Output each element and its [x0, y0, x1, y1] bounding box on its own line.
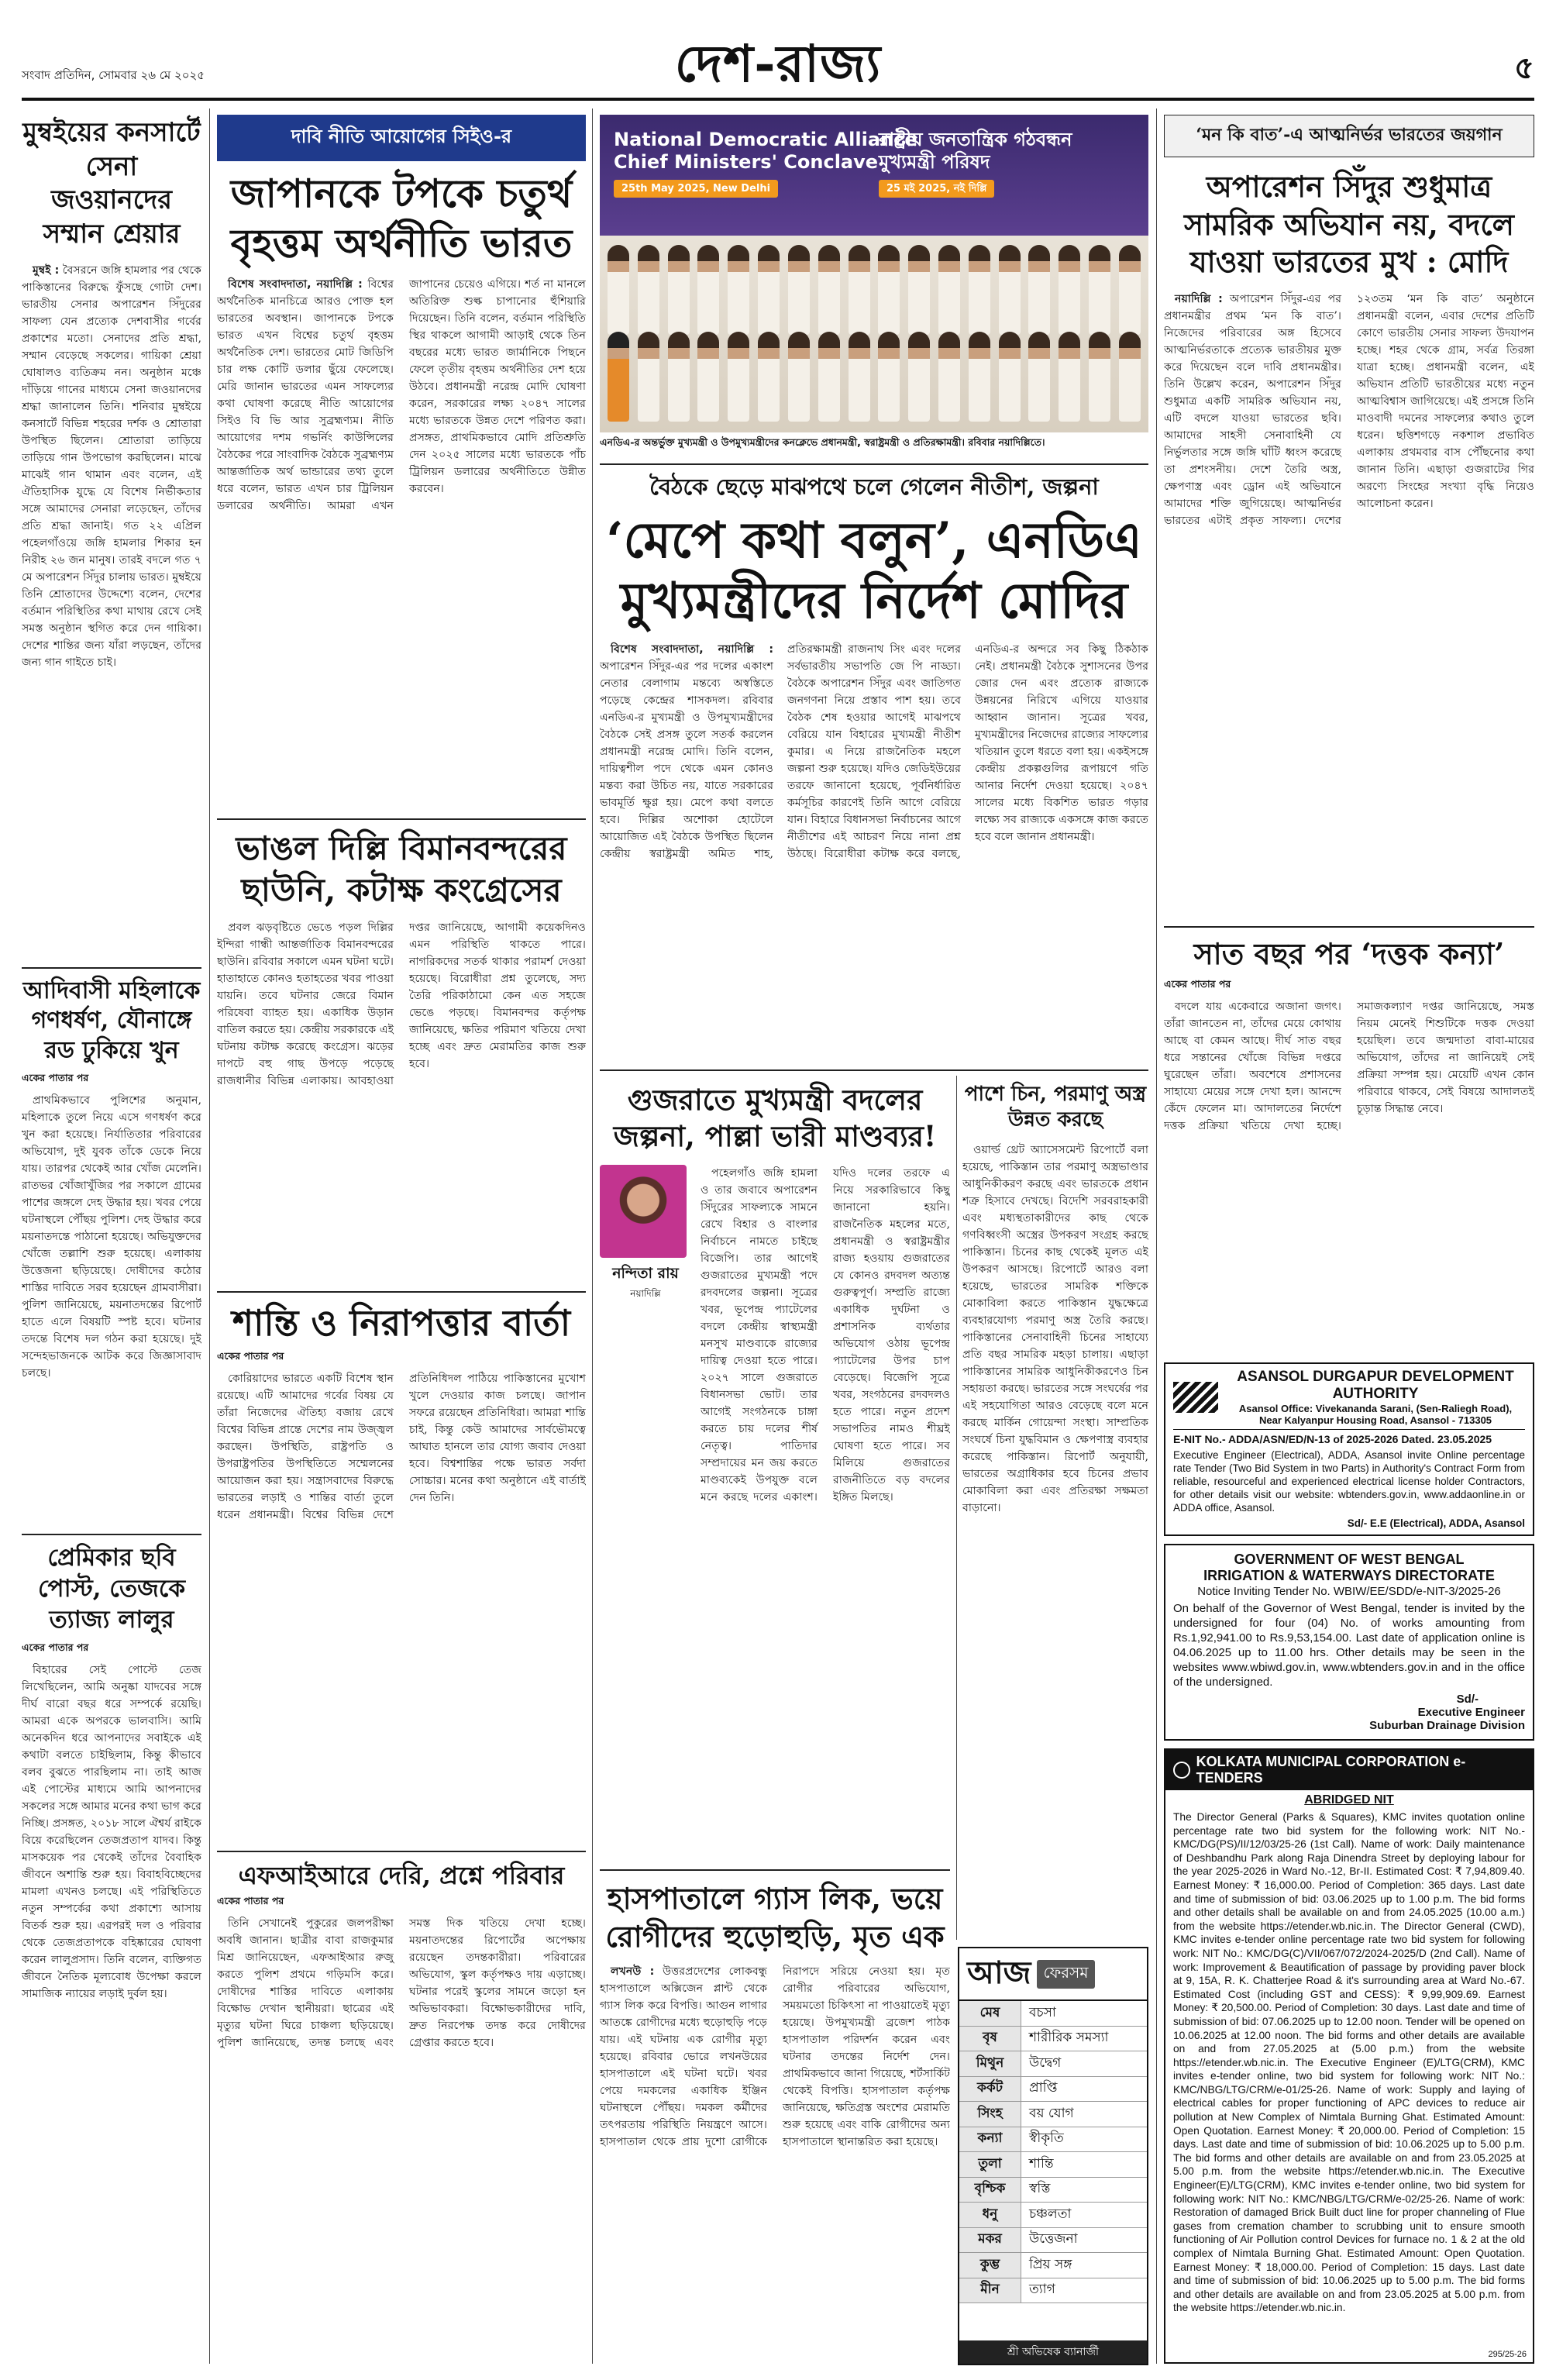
horoscope-value: চঞ্চলতা [1029, 2206, 1072, 2222]
headline-fir-delay: এফআইআরে দেরি, প্রশ্নে পরিবার [238, 1861, 565, 1891]
adda-body: Executive Engineer (Electrical), ADDA, Asansol invite Online percentage rate Tender (Two Bid System in two Parts) in Authority's Contract Form from reliable, resourceful and experienced electrical license holder Contractors, for other details visit our website: wbtenders.gov.in, www.addaonline.in or ADDA office, Asansol. [1173, 1448, 1525, 1514]
irrigation-body: On behalf of the Governor of West Bengal, tender is invited by the undersigned for four (04) No. of works amounting from Rs.1,92,941.00 to Rs.9,53,154.00. Last date of application online is 04.06.2025 up to 11.00 hrs. Other details may be seen in the websites www.wbiwd.gov.in, www.wbtenders.gov.in and in the office of the undersigned. [1173, 1602, 1525, 1689]
headline-modi-ndacm: ‘মেপে কথা বলুন’, এনডিএ মুখ্যমন্ত্রীদের নির্দেশ মোদির [606, 511, 1142, 631]
article-tej-body: বিহারের সেই পোস্টে তেজ লিখেছিলেন, আমি অনুষ্কা যাদবের সঙ্গে দীর্ঘ বারো বছর ধরে সম্পর্কে রয়েছি। আমরা একে অপরকে ভালবাসি। আমি অনেকদিন ধরে আপনাদের সবাইকে এই কথাটা বলতে চাইছিলাম, কিন্তু কীভাবে বলব বুঝতে পারছিলাম না। তাই আজ এই পোস্টের মাধ্যমে আমি আপনাদের সকলের সঙ্গে আমার মনের কথা ভাগ করে নিচ্ছি। প্রসঙ্গত, ২০১৮ সালে ঐশ্বর্য রাইকে বিয়ে করেছিলেন তেজপ্রতাপ যাদব। কিন্তু মাসকয়েক পর থেকেই তাঁদের বৈবাহিক জীবনে অশান্তি শুরু হয়। বিবাহবিচ্ছেদের মামলা এখনও চলছে। এই পরিস্থিতিতে নতুন সম্পর্কের কথা প্রকাশ্যে আসায় বিতর্ক শুরু হয়। এরপরই দল ও পরিবার থেকে তেজপ্রতাপকে বহিষ্কারের ঘোষণা করেন লালুপ্রসাদ। তিনি বলেন, ব্যক্তিগত জীবনে নৈতিক মূল্যবোধ উপেক্ষা করলে সামাজিক ন্যায়ের লড়াই দুর্বল হয়। [22, 1664, 201, 2001]
ad-irrigation: GOVERNMENT OF WEST BENGAL IRRIGATION & WATERWAYS DIRECTORATE Notice Inviting Tender No. WBIW/EE/SDD/e-NIT-3/2025-26 On behalf of the Governor of West Bengal, tender is invited by the undersigned for four (04) No. of works amounting from Rs.1,92,941.00 to Rs.9,53,154.00. Last date of application online is 04.06.2025 up to 11.00 hrs. Other details may be seen in the websites www.wbiwd.gov.in, www.wbtenders.gov.in and in the office of the undersigned. Sd/- Executive Engineer Suburban Drainage Division [1164, 1544, 1534, 1741]
author-name: নন্দিতা রায় [612, 1264, 679, 1282]
dateline: মুম্বই : [33, 264, 60, 277]
horoscope-row [959, 2102, 1147, 2127]
section-rule [600, 1069, 1148, 1071]
article-shreya-body: মুম্বই : বৈসরনে জঙ্গি হামলার পর থেকে পাকিস্তানের বিরুদ্ধে ফুঁসছে গোটা দেশ। ভারতীয় সেনার অপারেশন সিঁদুরের সাফল্য যেন প্রত্যেক দেশবাসীর গর্বের প্রকাশের মতো। সেনাদের প্রতি শ্রদ্ধা, সম্মান বেড়েছে সকলের। গায়িকা শ্রেয়া ঘোষালও ব্যতিক্রম নন। অনুষ্ঠান মঞ্চে দাঁড়িয়ে গানের মাধ্যমে সেনা জওয়ানদের শ্রদ্ধা জানালেন তিনি। শনিবার মুম্বইয়ে কনসার্টে বিভিন্ন শহরের দর্শক ও শ্রোতারা উপস্থিত ছিলেন। শ্রোতারা তাড়িয়ে তাড়িয়ে গান উপভোগ করছিলেন। মাঝে মাঝেই গান থামান এবং বলেন, এই ঐতিহাসিক যুদ্ধে যে বিশেষ নির্ভীকতার সঙ্গে আমাদের সেনারা লড়েছেন, তাঁদের প্রতি শ্রদ্ধা জানাই। গত ২২ এপ্রিল পহেলগাঁওয়ে জঙ্গি হামলার শিকার হন নিরীহ ২৬ জন মানুষ। তারই বদলে গত ৭ মে অপারেশন সিঁদুর চালায় ভারত। মুম্বইয়ে তিনি শ্রোতাদের উদ্দেশ্যে বলেন, দেশের বর্তমান পরিস্থিতির কথা মাথায় রেখে সেই সমস্ত অনুষ্ঠান স্থগিত করে দেন গায়িকা। দেশের শান্তির জন্য যাঁরা লড়ছেন, তাঁদের জন্য গান গাইতে চাই। [22, 264, 201, 670]
continued-label: একের পাতার পর [217, 1895, 284, 1907]
section-title: দেশ-রাজ্য [674, 33, 882, 94]
column-divider [209, 108, 210, 2364]
kmc-logo-icon [1173, 1762, 1190, 1779]
adda-org: ASANSOL DURGAPUR DEVELOPMENT AUTHORITY [1237, 1369, 1514, 1402]
headline-shreya: মুম্বইয়ের কনসার্টে সেনা জওয়ানদের সম্মান শ্রেয়ার [22, 117, 201, 250]
horoscope-sign: ধনু [959, 2203, 1021, 2227]
horoscope-sign: কর্কট [959, 2077, 1021, 2102]
headline-economy: জাপানকে টপকে চতুর্থ বৃহত্তম অর্থনীতি ভারত [230, 170, 573, 266]
horoscope-value: স্বস্তি [1029, 2181, 1051, 2197]
section-rule [22, 967, 201, 969]
adda-sign: Sd/- E.E (Electrical), ADDA, Asansol [1347, 1517, 1525, 1529]
headline-delhi-airport: ভাঙল দিল্লি বিমানবন্দরের ছাউনি, কটাক্ষ কংগ্রেসের [236, 829, 567, 909]
horoscope-row [959, 2027, 1147, 2052]
section-rule [217, 1851, 586, 1852]
horoscope-sign: বৃষ [959, 2027, 1021, 2051]
horoscope-row [959, 2077, 1147, 2103]
horoscope-credit: শ্রী অভিষেক ব্যানার্জী [959, 2340, 1147, 2364]
ad-adda: ASANSOL DURGAPUR DEVELOPMENT AUTHORITY Asansol Office: Vivekananda Sarani, (Sen-Raliegh Road), Near Kalyanpur Housing Road, Asansol - 713305 E-NIT No.- ADDA/ASN/ED/N-13 of 2025-2026 Dated. 23.05.2025 Executive Engineer (Electrical), ADDA, Asansol invite Online percentage rate Tender (Two Bid System in two Parts) in Authority's Contract Form from reliable, resourceful and experienced electrical license holder Contractors, for other details visit our website: wbtenders.gov.in, www.addaonline.in or ADDA office, Asansol. Sd/- E.E (Electrical), ADDA, Asansol [1164, 1362, 1534, 1536]
china-story [962, 1077, 1148, 1937]
headline-gujarat-cm: গুজরাতে মুখ্যমন্ত্রী বদলের জল্পনা, পাল্লা ভারী মাণ্ডব্যর! [613, 1083, 937, 1154]
article-airport-body: প্রবল ঝড়বৃষ্টিতে ভেঙে পড়ল দিল্লির ইন্দিরা গান্ধী আন্তর্জাতিক বিমানবন্দরের ছাউনি। রবিবার সকালে এমন ঘটনা ঘটে। হাতাহাতে কোনও হতাহতের খবর পাওয়া যায়নি। তবে ঘটনার জেরে বিমান পরিষেবা ব্যাহত হয়। একাধিক উড়ান বাতিল করতে হয়। কেন্দ্রীয় সরকারকে এই ঘটনায় কটাক্ষ করেছে কংগ্রেস। ঝড়ের দাপটে বহু গাছ উপড়ে পড়েছে রাজধানীর বিভিন্ন এলাকায়। আবহাওয়া দপ্তর জানিয়েছে, আগামী কয়েকদিনও এমন পরিস্থিতি থাকতে পারে। নাগরিকদের সতর্ক থাকার পরামর্শ দেওয়া হয়েছে। বিরোধীরা প্রশ্ন তুলেছে, সদ্য তৈরি পরিকাঠামো কেন এত সহজে ভেঙে পড়ছে। বিমানবন্দর কর্তৃপক্ষ জানিয়েছে, ক্ষতির পরিমাণ খতিয়ে দেখা হচ্ছে এবং দ্রুত মেরামতির কাজ শুরু হবে। [217, 921, 586, 1087]
horoscope-value: শারীরিক সমস্যা [1029, 2030, 1109, 2046]
horoscope-sign: বৃশ্চিক [959, 2178, 1021, 2203]
horoscope-value: স্বীকৃতি [1029, 2130, 1064, 2147]
gujarat-story [600, 1077, 950, 1868]
horoscope-sign: তুলা [959, 2152, 1021, 2177]
photo-banner-english: National Democratic Alliance Chief Ministers' Conclave 25th May 2025, New Delhi [614, 129, 917, 198]
article-economy-body: বিশেষ সংবাদদাতা, নয়াদিল্লি : বিশ্বের অর্থনৈতিক মানচিত্রে আরও পোক্ত হল ভারতের অবস্থান। জাপানকে টপকে ভারত এখন বিশ্বের চতুর্থ বৃহত্তম অর্থনৈতিক দেশ। ভারতের মোট জিডিপি চার লক্ষ কোটি ডলার ছুঁয়ে ফেলেছে। মেরি জানান ভারতের এমন সাফল্যের কথা ঘোষণা করেছে নীতি আয়োগের সিইও বি ভি আর সুব্রহ্মণ্যম। নীতি আয়োগের দশম গভর্নিং কাউন্সিলের বৈঠকের পরে সাংবাদিক বৈঠকে সুব্রহ্মণ্যম আন্তর্জাতিক অর্থ ভান্ডারের তথ্য তুলে ধরে বলেন, ভারত এখন চার ট্রিলিয়ন ডলারের অর্থনীতি। আমরা এখন জাপানের চেয়েও এগিয়ে। শর্ত না মানলে অতিরিক্ত শুল্ক চাপানোর হুঁশিয়ারি দিয়েছেন। তিনি বলেন, বর্তমান পরিস্থিতি স্থির থাকলে আগামী আড়াই থেকে তিন বছরের মধ্যে ভারত জার্মানিকে পিছনে ফেলে তৃতীয় বৃহত্তম অর্থনীতির দেশ হয়ে উঠবে। প্রধানমন্ত্রী নরেন্দ্র মোদি ঘোষণা করেন, সরকারের লক্ষ্য ২০৪৭ সালের মধ্যে ভারতকে উন্নত দেশে পরিণত করা। প্রসঙ্গত, প্রাথমিকভাবে মোদি প্রতিশ্রুতি দেন ২০২৫ সালের মধ্যে ভারতকে পাঁচ ট্রিলিয়ন ডলারের অর্থনীতিতে উন্নীত করবেন। [217, 278, 586, 512]
column-divider [956, 1076, 957, 1940]
horoscope-row [959, 2152, 1147, 2178]
photo-banner-hindi: রাষ্ট্রীয় জনতান্ত্রিক গঠবন্ধন মুখ্যমন্ত্রী পরিষদ 25 মই 2025, নই দিল্লি [879, 129, 1072, 198]
issue-date: সংবাদ প্রতিদিন, সোমবার ২৬ মে ২০২৫ [22, 68, 205, 82]
horoscope-value: বয় যোগ [1029, 2105, 1074, 2121]
headline-operation-sindoor: অপারেশন সিঁদুর শুধুমাত্র সামরিক অভিযান নয়, বদলে যাওয়া ভারতের মুখ : মোদি [1184, 169, 1514, 280]
horoscope-value: শান্তি [1029, 2155, 1054, 2172]
author-photo [600, 1165, 687, 1258]
horoscope-value: প্রাপ্তি [1029, 2080, 1058, 2096]
left-column [22, 108, 201, 2364]
masthead [22, 22, 1534, 93]
horoscope-value: বচসা [1029, 2004, 1056, 2020]
section-rule [600, 1869, 950, 1871]
kmc-code: 295/25-26 [1488, 2350, 1527, 2359]
horoscope-row [959, 2228, 1147, 2254]
section-rule [1164, 926, 1534, 928]
horoscope-sign: মীন [959, 2278, 1021, 2303]
right-column [1164, 115, 1534, 1277]
horoscope-sign: কন্যা [959, 2127, 1021, 2152]
horoscope-row [959, 2253, 1147, 2278]
article-fir-body: তিনি সেখানেই পুকুরের জলপরীক্ষা অবধি জানান। ছাত্রীর বাবা রাজকুমার মিশ্র জানিয়েছেন, এফআইআর রুজু করতে পুলিশ প্রথমে গড়িমসি করে। দোষীদের শাস্তির দাবিতে এলাকায় বিক্ষোভ দেখান স্থানীয়রা। ছাত্রের এই মৃত্যুর ঘটনা ঘিরে চাঞ্চল্য ছড়িয়েছে। পুলিশ জানিয়েছে, তদন্ত চলছে এবং সমস্ত দিক খতিয়ে দেখা হচ্ছে। ময়নাতদন্তের রিপোর্টের অপেক্ষায় রয়েছেন তদন্তকারীরা। পরিবারের অভিযোগ, স্কুল কর্তৃপক্ষও দায় এড়াচ্ছে। ঘটনার পরেই স্কুলের সামনে জড়ো হন অভিভাবকরা। বিক্ষোভকারীদের দাবি, দ্রুত নিরপেক্ষ তদন্ত করে দোষীদের গ্রেপ্তার করতে হবে। [217, 1917, 586, 2050]
section-rule [217, 1291, 586, 1293]
irrigation-nit: Notice Inviting Tender No. WBIW/EE/SDD/e-NIT-3/2025-26 [1197, 1585, 1501, 1599]
horoscope-value: উত্তেজনা [1029, 2231, 1078, 2247]
photo-people-front-row [608, 332, 1141, 425]
masthead-rule [22, 98, 1534, 101]
kmc-body: The Director General (Parks & Squares), KMC invites quotation online percentage rate two bid system for the following work: NIT No.- KMC/DG(PS)/II/12/03/25-26 (1st Call). Name of work: Daily maintenance of Deshbandhu Park along Raja Dinendra Street by deploying labour for the year 2025-2026 in Ward No.-12, Br-II. Estimated Cost: ₹ 7,94,809.40. Earnest Money: ₹ 16,000.00. Period of Completion: 365 days. Last date and time of submission of bid: 03.06.2025 up to 1.00 p.m. The bid forms and other details shall be available on and from 24.05.2025 (10.00 a.m.) from the website https://etender.wb.nic.in. The Director General (CWD), KMC invites e-tender online percentage rate two bid system for following work: NIT No.: KMC/DG(C)/VII/067/072/2024-2025/D (2nd Call). Name of work: Improvement & Beautification of passage by providing paver block at 9, 15A, R. K. Chatterjee Road & it's surrounding area at Ward No.-67. Estimated Cost (including GST and CESS): ₹ 9,99,909.69. Earnest Money: ₹ 20,500.00. Period of Completion: 30 days. Last date and time of submission of bid: 07.06.2025 up to 12.00 noon. Tender will be opened on 10.06.2025 at 12.00 noon. The bid forms and other details are available on and from 27.05.2025 at (5.00 p.m.) from the website https://etender.wb.nic.in. The Executive Engineer (E)/LTG(CRM), KMC invites e-tender online, two bid system for following work: NIT No.: KMC/NBG/LTG/CRM/e-01/25-26. Name of work: Supply and laying of electrical cables for proper functioning of APC devices to reduce air pollution at New Complex of Nimtala Burning Ghat. Estimated Amount: Open Quotation. Earnest Money: ₹ 20,000.00. Period of Completion: 15 days. Last date and time of submission of bid: 10.06.2025 up to 5.00 p.m. The bid forms and other details are available on and from 23.05.2025 at 5.00 p.m. from the website https://etender.wb.nic.in. The Executive Engineer(E)/LTG(CRM), KMC invites e-tender online, two bid system for following work: NIT No.: KMC/NBG/LTG/CRM/e-02/25-26. Name of work: Restoration of damaged Brick Built duct line for proper channeling of Flue gases from cremation chamber to scrubbing unit to ensure smooth functioning of Air Pollution control Devices for furnace no. 1 & 2 at the old complex of Nimtala Burning Ghat. Estimated Amount: Open Quotation. Earnest Money: ₹ 18,000.00. Period of Completion: 15 days. Last date and time of submission of bid: 10.06.2025 up to 5.00 p.m. The bid forms and other details are available on and from 23.05.2025 at 5.00 p.m. from the website https://etender.wb.nic.in. [1173, 1811, 1525, 2314]
lead-story-body: বিশেষ সংবাদদাতা, নয়াদিল্লি : অপারেশন সিঁদুর-এর পর দলের একাংশ নেতার বেলাগাম মন্তব্যে অস্বস্তিতে পড়েছে কেন্দ্রের শাসকদল। রবিবার এনডিএ-র মুখ্যমন্ত্রী ও উপমুখ্যমন্ত্রীদের বৈঠকে সেই প্রসঙ্গ তুলে সতর্ক করলেন প্রধানমন্ত্রী নরেন্দ্র মোদি। তিনি বলেন, দায়িত্বশীল পদে থেকে এমন কোনও মন্তব্য করা উচিত নয়, যাতে সরকারের ভাবমূর্তি ক্ষুণ্ণ হয়। মেপে কথা বলতে হবে। দিল্লির অশোকা হোটেলে আয়োজিত এই বৈঠকে উপস্থিত ছিলেন কেন্দ্রীয় স্বরাষ্ট্রমন্ত্রী অমিত শাহ, প্রতিরক্ষামন্ত্রী রাজনাথ সিং এবং দলের সর্বভারতীয় সভাপতি জে পি নাড্ডা। বৈঠকে অপারেশন সিঁদুর এবং জাতিগত জনগণনা নিয়ে প্রস্তাব পাশ হয়। তবে বৈঠক শেষ হওয়ার আগেই মাঝপথে বেরিয়ে যান বিহারের মুখ্যমন্ত্রী নীতীশ কুমার। এ নিয়ে রাজনৈতিক মহলে জল্পনা শুরু হয়েছে। যদিও জেডিইউয়ের তরফে জানানো হয়েছে, পূর্বনির্ধারিত কর্মসূচির কারণেই তিনি আগে বেরিয়ে যান। বিহারে বিধানসভা নির্বাচনের আগে নীতীশের এই আচরণ নিয়ে নানা প্রশ্ন উঠছে। বিরোধীরা কটাক্ষ করে বলছে, এনডিএ-র অন্দরে সব কিছু ঠিকঠাক নেই। প্রধানমন্ত্রী বৈঠকে সুশাসনের উপর জোর দেন এবং প্রত্যেক রাজ্যকে উন্নয়নের নিরিখে এগিয়ে যাওয়ার আহ্বান জানান। সূত্রের খবর, মুখ্যমন্ত্রীদের নিজেদের রাজ্যের সাফল্যের খতিয়ান তুলে ধরতে বলা হয়। একইসঙ্গে কেন্দ্রীয় প্রকল্পগুলির রূপায়ণে গতি আনার নির্দেশ দেওয়া হয়েছে। ২০৪৭ সালের মধ্যে বিকশিত ভারত গড়ার লক্ষ্যে সব রাজ্যকে একসঙ্গে কাজ করতে হবে বলে জানান প্রধানমন্ত্রী। [600, 643, 1148, 861]
horoscope-row [959, 2203, 1147, 2228]
adda-logo-icon [1173, 1382, 1218, 1413]
ad-kmc [1164, 1748, 1534, 2364]
column-divider [592, 108, 593, 2364]
author-location: নয়াদিল্লি [630, 1287, 661, 1299]
section-rule [600, 463, 1148, 465]
horoscope-sign: সিংহ [959, 2102, 1021, 2127]
horoscope-row [959, 2051, 1147, 2077]
adda-nit: E-NIT No.- ADDA/ASN/ED/N-13 of 2025-2026 Dated. 23.05.2025 [1173, 1432, 1492, 1445]
kmc-title: KOLKATA MUNICIPAL CORPORATION e-TENDERS [1196, 1754, 1466, 1786]
horoscope-value: প্রিয় সঙ্গ [1029, 2256, 1072, 2272]
horoscope-row [959, 2278, 1147, 2304]
horoscope-box [958, 1947, 1148, 2365]
headline-adopted-daughter: সাত বছর পর ‘দত্তক কন্যা’ [1193, 935, 1505, 971]
photo-caption: এনডিএ-র অন্তর্ভুক্ত মুখ্যমন্ত্রী ও উপমুখ্যমন্ত্রীদের কনক্লেভে প্রধানমন্ত্রী, স্বরাষ্ট্রমন্ত্রী ও প্রতিরক্ষামন্ত্রী। রবিবার নয়াদিল্লিতে। [600, 436, 1045, 448]
kicker-mann-ki-baat: ‘মন কি বাত’-এ আত্মনির্ভর ভারতের জয়গান [1164, 115, 1534, 157]
article-adopted-body: বদলে যায় একেবারে অজানা জগৎ। তাঁরা জানতেন না, তাঁদের মেয়ে কোথায় আছে বা কেমন আছে। দীর্ঘ সাত বছর ধরে সন্তানের খোঁজে বিভিন্ন দপ্তরে ঘুরেছেন তাঁরা। অবশেষে প্রশাসনের সাহায্যে মেয়ের সঙ্গে দেখা হল। আনন্দে কেঁদে ফেলেন মা। আদালতের নির্দেশে দত্তক প্রক্রিয়া খতিয়ে দেখা হচ্ছে। সমাজকল্যাণ দপ্তর জানিয়েছে, সমস্ত নিয়ম মেনেই শিশুটিকে দত্তক দেওয়া হয়েছিল। তবে জন্মদাতা বাবা-মায়ের অভিযোগ, তাঁদের না জানিয়েই সেই প্রক্রিয়া সম্পন্ন হয়। মেয়েটি এখন কোন পরিবারে থাকবে, সেই বিষয়ে আদালতই চূড়ান্ত সিদ্ধান্ত নেবে। [1164, 1000, 1534, 1132]
horoscope-value: উদ্বেগ [1029, 2055, 1062, 2071]
kicker-nitish: বৈঠকে ছেড়ে মাঝপথে চলে গেলেন নীতীশ, জল্পনা [649, 474, 1099, 500]
china-body: ওয়ার্ল্ড থ্রেট অ্যাসেসমেন্ট রিপোর্টে বলা হয়েছে, পাকিস্তান তার পরমাণু অস্ত্রভাণ্ডার আধুনিকীকরণ করছে এবং ভারতকে প্রধান শত্রু হিসাবে দেখছে। বিদেশি সরবরাহকারী এবং মধ্যস্থতাকারীদের কাছ থেকে গণবিধ্বংসী অস্ত্রের উপকরণ সংগ্রহ করছে পাকিস্তান। চিনের কাছ থেকেই মূলত এই উপকরণ আসছে। রিপোর্টে আরও বলা হয়েছে, ভারতের সামরিক শক্তিকে মোকাবিলা করতে পাকিস্তান যুদ্ধক্ষেত্রে ব্যবহারযোগ্য পরমাণু অস্ত্র তৈরি করছে। পাকিস্তানের সেনাবাহিনী চিনের সাহায্যে প্রতি বছর সামরিক মহড়া চালায়। এছাড়া পাকিস্তানের সামরিক আধুনিকীকরণেও চিন সহায়তা করছে। ভারতের সঙ্গে সংঘর্ষের পর এই সহযোগিতা আরও বেড়েছে বলে মনে করছে মার্কিন গোয়েন্দা সংস্থা। সাম্প্রতিক সংঘর্ষে চিনা যুদ্ধবিমান ও ক্ষেপণাস্ত্র ব্যবহার করেছে পাকিস্তান। রিপোর্ট অনুযায়ী, ভারতের অগ্রাধিকার হবে চিনের প্রভাব মোকাবিলা করা এবং প্রতিরক্ষা সক্ষমতা বাড়ানো। [962, 1143, 1148, 1514]
gujarat-body: পহেলগাঁও জঙ্গি হামলা ও তার জবাবে অপারেশন সিঁদুরের সাফল্যকে সামনে রেখে বিহার ও বাংলার নির্বাচনে নামতে চাইছে বিজেপি। তার আগেই গুজরাতের মুখ্যমন্ত্রী পদে রদবদলের জল্পনা। সূত্রের খবর, ভূপেন্দ্র প্যাটেলের বদলে কেন্দ্রীয় স্বাস্থ্যমন্ত্রী মনসুখ মাণ্ডব্যকে রাজ্যের দায়িত্ব দেওয়া হতে পারে। ২০২৭ সালে গুজরাতে বিধানসভা ভোট। তার আগেই সংগঠনকে চাঙ্গা করতে চায় দলের শীর্ষ নেতৃত্ব। পাতিদার সম্প্রদায়ের মন জয় করতে মাণ্ডব্যকেই উপযুক্ত বলে মনে করছে দলের একাংশ। যদিও দলের তরফে এ নিয়ে সরকারিভাবে কিছু জানানো হয়নি। রাজনৈতিক মহলের মতে, প্রধানমন্ত্রী ও স্বরাষ্ট্রমন্ত্রীর রাজ্য হওয়ায় গুজরাতের যে কোনও রদবদল অত্যন্ত গুরুত্বপূর্ণ। সম্প্রতি রাজ্যে একাধিক দুর্ঘটনা ও প্রশাসনিক ব্যর্থতার অভিযোগ ওঠায় ভূপেন্দ্র প্যাটেলের উপর চাপ বেড়েছে। বিজেপি সূত্রে খবর, সংগঠনের রদবদলও হতে পারে। নতুন প্রদেশ সভাপতির নামও শীঘ্রই ঘোষণা হতে পারে। সব মিলিয়ে গুজরাতের রাজনীতিতে বড় বদলের ইঙ্গিত মিলছে। [701, 1166, 950, 1503]
horoscope-row [959, 2178, 1147, 2203]
horoscope-tag: ফেরসম [1037, 1960, 1094, 1989]
section-rule [22, 1534, 201, 1535]
horoscope-sign: কুম্ভ [959, 2253, 1021, 2278]
horoscope-row [959, 2001, 1147, 2027]
headline-hospital-gas: হাসপাতালে গ্যাস লিক, ভয়ে রোগীদের হুড়োহুড়ি, মৃত এক [605, 1881, 945, 1954]
continued-label: একের পাতার পর [217, 1350, 284, 1362]
article-mann-ki-baat-body: নয়াদিল্লি : অপারেশন সিঁদুর-এর পর প্রধানমন্ত্রীর প্রথম ‘মন কি বাত’। নিজেদের পরিবারের অঙ্গ হিসেবে আত্মনির্ভরতাকে প্রত্যেক ভারতীয়র মুক্ত করে দিয়েছেন বলে দাবি প্রধানমন্ত্রীর। তিনি উল্লেখ করেন, অপারেশন সিঁদুর শুধুমাত্র একটি সামরিক অভিযান নয়, এটি বদলে যাওয়া ভারতের ছবি। আমাদের সাহসী সেনাবাহিনী যে নির্ভুলতার সঙ্গে জঙ্গি ঘাঁটি ধ্বংস করেছে তা প্রশংসনীয়। দেশে তৈরি অস্ত্র, ক্ষেপণাস্ত্র এবং ড্রোন এই অভিযানে আমাদের শক্তি জুগিয়েছে। আত্মনির্ভর ভারতের এটাই প্রকৃত সাফল্য। দেশের ১২৩তম ‘মন কি বাত’ অনুষ্ঠানে প্রধানমন্ত্রী বলেন, এবার দেশের প্রতিটি কোণে ভারতীয় সেনার সাফল্য উদযাপন হচ্ছে। শহর থেকে গ্রাম, সর্বত্র তিরঙ্গা যাত্রা হচ্ছে। প্রধানমন্ত্রী বলেন, এই অভিযান প্রতিটি ভারতীয়ের মধ্যে নতুন আত্মবিশ্বাস জাগিয়েছে। এই প্রসঙ্গে তিনি মাওবাদী দমনের সাফল্যের কথাও তুলে ধরেন। ছত্তিশগড়ে নকশাল প্রভাবিত এলাকায় প্রথমবার বাস পৌঁছনোর কথা জানান তিনি। এছাড়া গুজরাটের গির অরণ্যে সিংহের সংখ্যা বৃদ্ধি নিয়েও আলোচনা করেন। [1164, 292, 1534, 527]
headline-tej-pratap: প্রেমিকার ছবি পোস্ট, তেজকে ত্যাজ্য লালুর [37, 1544, 186, 1634]
continued-label: একের পাতার পর [22, 1641, 89, 1654]
horoscope-row [959, 2127, 1147, 2153]
article-tribal-body: প্রাথমিকভাবে পুলিশের অনুমান, মহিলাকে তুলে নিয়ে এসে গণধর্ষণ করে খুন করা হয়েছে। নির্যাতিতার পরিবারের অভিযোগ, দুই যুবক তাঁকে ডেকে নিয়ে যায়। তারপর থেকেই আর খোঁজ মেলেনি। রাতভর খোঁজাখুঁজির পর সকালে গ্রামের পাশের জঙ্গলে দেহ উদ্ধার হয়। খবর পেয়ে ঘটনাস্থলে পৌঁছয় পুলিশ। দেহ উদ্ধার করে ময়নাতদন্তে পাঠানো হয়েছে। অভিযুক্তদের খোঁজে তল্লাশি শুরু হয়েছে। এলাকায় উত্তেজনা ছড়িয়েছে। দোষীদের কঠোর শাস্তির দাবিতে সরব হয়েছেন গ্রামবাসীরা। পুলিশ জানিয়েছে, ময়নাতদন্তের রিপোর্ট হাতে এলে বিষয়টি স্পষ্ট হবে। ঘটনার তদন্তে বিশেষ দল গঠন করা হয়েছে। দুই সন্দেহভাজনকে আটক করে জিজ্ঞাসাবাদ চলছে। [22, 1094, 201, 1380]
continued-label: একের পাতার পর [1164, 977, 1231, 990]
lead-story [600, 468, 1148, 1065]
nda-conclave-photo [600, 115, 1148, 432]
horoscope-rows [959, 2001, 1147, 2303]
column-divider [1156, 108, 1157, 2364]
author-box [600, 1165, 691, 1868]
kicker-niti-aayog: দাবি নীতি আয়োগের সিইও-র [217, 115, 586, 161]
photo-people-back-row [608, 245, 1141, 338]
horoscope-value: ত্যাগ [1029, 2282, 1055, 2298]
section-rule [217, 818, 586, 820]
headline-tribal-woman: আদিবাসী মহিলাকে গণধর্ষণ, যৌনাঙ্গে রড ঢুকিয়ে খুন [22, 977, 201, 1064]
horoscope-sign: মেষ [959, 2001, 1021, 2026]
article-peace-body: কোরিয়াদের ভারতে একটি বিশেষ স্থান রয়েছে। এটি আমাদের গর্বের বিষয় যে তাঁরা নিজেদের ঐতিহ্য বজায় রেখে বিশ্বের বিভিন্ন প্রান্তে দেশের নাম উজ্জ্বল করছেন। উপস্থিতি, রাষ্ট্রপতি ও উপরাষ্ট্রপতির উপস্থিতিতে সম্মেলনের আয়োজন করা হয়। সন্ত্রাসবাদের বিরুদ্ধে ভারতের লড়াই ও শান্তির বার্তা তুলে ধরেন প্রধানমন্ত্রী। বিশ্বের বিভিন্ন দেশে প্রতিনিধিদল পাঠিয়ে পাকিস্তানের মুখোশ খুলে দেওয়ার কাজ চলছে। জাপান সফরে রয়েছেন প্রতিনিধিরা। আমরা শান্তি চাই, কিন্তু কেউ আমাদের সার্বভৌমত্বে আঘাত হানলে তার যোগ্য জবাব দেওয়া হবে। বিশ্বশান্তির পক্ষে ভারত সর্বদা সোচ্চার। মনের কথা অনুষ্ঠানে এই বার্তাই দেন তিনি। [217, 1373, 586, 1522]
continued-label: একের পাতার পর [22, 1072, 89, 1084]
headline-peace-message: শান্তি ও নিরাপত্তার বার্তা [232, 1301, 571, 1344]
second-column [217, 115, 586, 2362]
hospital-story [600, 1875, 950, 2364]
page-number: ৫ [1514, 50, 1534, 86]
hospital-body: লখনউ : উত্তরপ্রদেশের লোকবন্ধু হাসপাতালে অক্সিজেন প্লান্ট থেকে গ্যাস লিক করে বিপত্তি। আগুন লাগার আতঙ্কে রোগীদের মধ্যে হুড়োহুড়ি পড়ে যায়। এই ঘটনায় এক রোগীর মৃত্যু হয়েছে। রবিবার ভোরে লখনউয়ের হাসপাতালে এই ঘটনা ঘটে। খবর পেয়ে দমকলের একাধিক ইঞ্জিন ঘটনাস্থলে পৌঁছয়। দমকল কর্মীদের তৎপরতায় পরিস্থিতি নিয়ন্ত্রণে আসে। হাসপাতাল থেকে প্রায় দুশো রোগীকে নিরাপদে সরিয়ে নেওয়া হয়। মৃত রোগীর পরিবারের অভিযোগ, সময়মতো চিকিৎসা না পাওয়াতেই মৃত্যু হয়েছে। উপমুখ্যমন্ত্রী ব্রজেশ পাঠক হাসপাতাল পরিদর্শন করেন এবং ঘটনার তদন্তের নির্দেশ দেন। প্রাথমিকভাবে জানা গিয়েছে, শর্টসার্কিট থেকেই বিপত্তি। হাসপাতাল কর্তৃপক্ষ জানিয়েছে, ক্ষতিগ্রস্ত অংশের মেরামতি শুরু হয়েছে এবং বাকি রোগীদের অন্য হাসপাতালে স্থানান্তরিত করা হয়েছে। [600, 1965, 950, 2149]
headline-china-nuclear: পাশে চিন, পরমাণু অস্ত্র উন্নত করছে [964, 1083, 1147, 1132]
horoscope-sign: মিথুন [959, 2051, 1021, 2076]
kmc-subtitle: ABRIDGED NIT [1304, 1793, 1394, 1807]
horoscope-sign: মকর [959, 2228, 1021, 2253]
horoscope-today: আজ [967, 1954, 1031, 1991]
